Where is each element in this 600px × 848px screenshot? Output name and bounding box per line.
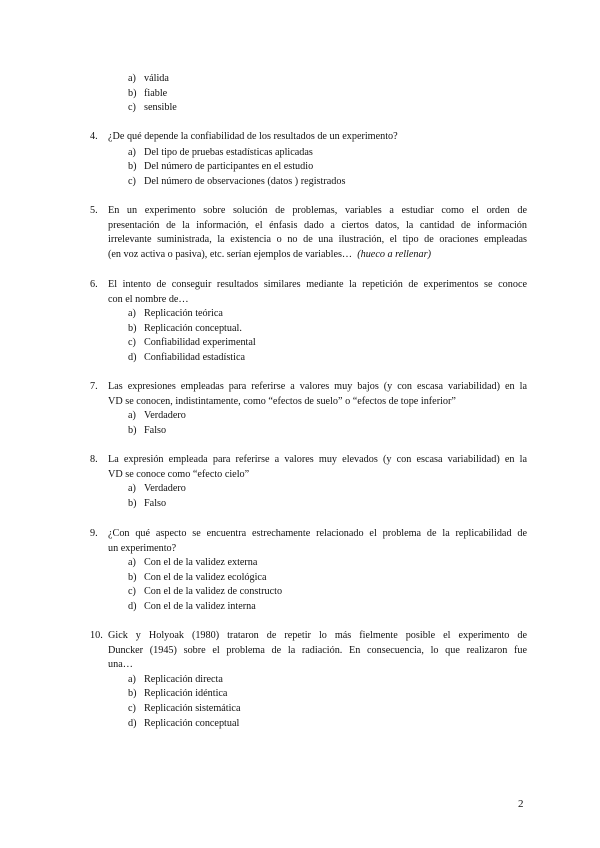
option-text: Del número de observaciones (datos ) registrados [144,175,346,187]
option-text: Replicación directa [144,673,223,685]
option-letter: b) [128,424,137,436]
option-text: Con el de la validez interna [144,601,256,612]
question-text [108,380,527,409]
option-text: Falso [144,424,167,436]
option-letter: a) [128,146,136,158]
option-text: sensible [144,102,177,114]
question-line: Gick y Holyoak (1980) trataron de repetir lo más fielmente posible el experimento de [108,630,527,641]
question-line: ¿Con qué aspecto se encuentra estrechamente relacionado el problema de la replicabilidad de [108,528,527,539]
question-line: La expresión empleada para referirse a valores muy elevados (y con escasa variabilidad) en la [108,454,527,465]
option-text: Confiabilidad estadística [144,352,245,363]
option-text: Replicación idéntica [144,688,228,700]
blank-hint: (hueco a rellenar) [357,248,431,260]
option-text: Verdadero [144,483,186,495]
option-letter: a) [128,557,136,569]
question-line: El intento de conseguir resultados similares mediante la repetición de experimentos se conoce [108,279,527,290]
option-letter: a) [128,308,136,320]
question-number: 6. [90,279,98,290]
option-letter: c) [128,703,136,714]
question-number: 5. [90,205,98,216]
question-line: ¿De qué depende la confiabilidad de los resultados de un experimento? [108,131,398,142]
option-text: fiable [144,87,168,99]
option-text: Verdadero [144,410,186,422]
question-text [108,278,527,307]
question-line: presentación de la información, el énfasis dado a ciertos datos, la cantidad de información [108,219,527,231]
question-line-text: (en voz activa o pasiva), etc. serían ejemplos de variables… [108,248,353,260]
option-letter: a) [128,410,136,422]
option-text: Replicación conceptual [144,717,240,729]
question-number: 8. [90,454,98,465]
question-text [108,130,527,145]
option-letter: d) [128,601,137,612]
question-line: Duncker (1945) sobre el problema de la radiación. En consecuencia, lo que realizaron fue [108,644,527,656]
question-line: un experimento? [108,542,177,554]
question-line: irrelevante suministrada, la existencia o no de una ilustración, el tipo de oraciones empleadas [108,234,527,246]
option-text: Confiabilidad experimental [144,337,256,349]
option-text: Del tipo de pruebas estadísticas aplicadas [144,146,313,158]
option-letter: c) [128,102,136,114]
option-letter: b) [128,161,137,173]
question-line: una… [108,659,133,671]
option-letter: c) [128,586,136,598]
question-text [108,527,527,556]
question-number: 9. [90,528,98,539]
option-letter: a) [128,483,136,495]
option-text: Replicación teórica [144,308,223,320]
question-number: 7. [90,381,98,392]
option-letter: b) [128,688,137,700]
option-text: válida [144,73,169,84]
option-text: Con el de la validez ecológica [144,571,267,583]
question-text [108,453,527,482]
option-letter: c) [128,337,136,349]
question-line: Las expresiones empleadas para referirse a valores muy bajos (y con escasa variabilidad) en la [108,381,527,392]
question-number: 4. [90,131,98,142]
option-letter: b) [128,497,137,509]
option-letter: b) [128,322,137,334]
question-text [108,204,527,262]
option-text: Replicación conceptual. [144,322,242,334]
question-line [108,248,527,263]
option-letter: d) [128,352,137,363]
question-text [108,629,527,673]
option-text: Con el de la validez de constructo [144,586,283,598]
option-text: Replicación sistemática [144,703,241,714]
option-letter: d) [128,717,137,729]
question-line: En un experimento sobre solución de problemas, variables a estudiar como el orden de [108,205,527,216]
option-letter: a) [128,673,136,685]
option-letter: b) [128,571,137,583]
option-letter: a) [128,73,136,84]
option-text: Del número de participantes en el estudio [144,161,314,173]
option-letter: b) [128,87,137,99]
option-text: Con el de la validez externa [144,557,258,569]
page-number: 2 [518,798,524,810]
question-number: 10. [90,630,103,641]
question-line: con el nombre de… [108,293,189,305]
question-line: VD se conocen, indistintamente, como “efectos de suelo” o “efectos de tope inferior” [108,395,456,407]
question-line: VD se conoce como “efecto cielo” [108,468,250,480]
option-text: Falso [144,497,167,509]
option-letter: c) [128,175,136,187]
